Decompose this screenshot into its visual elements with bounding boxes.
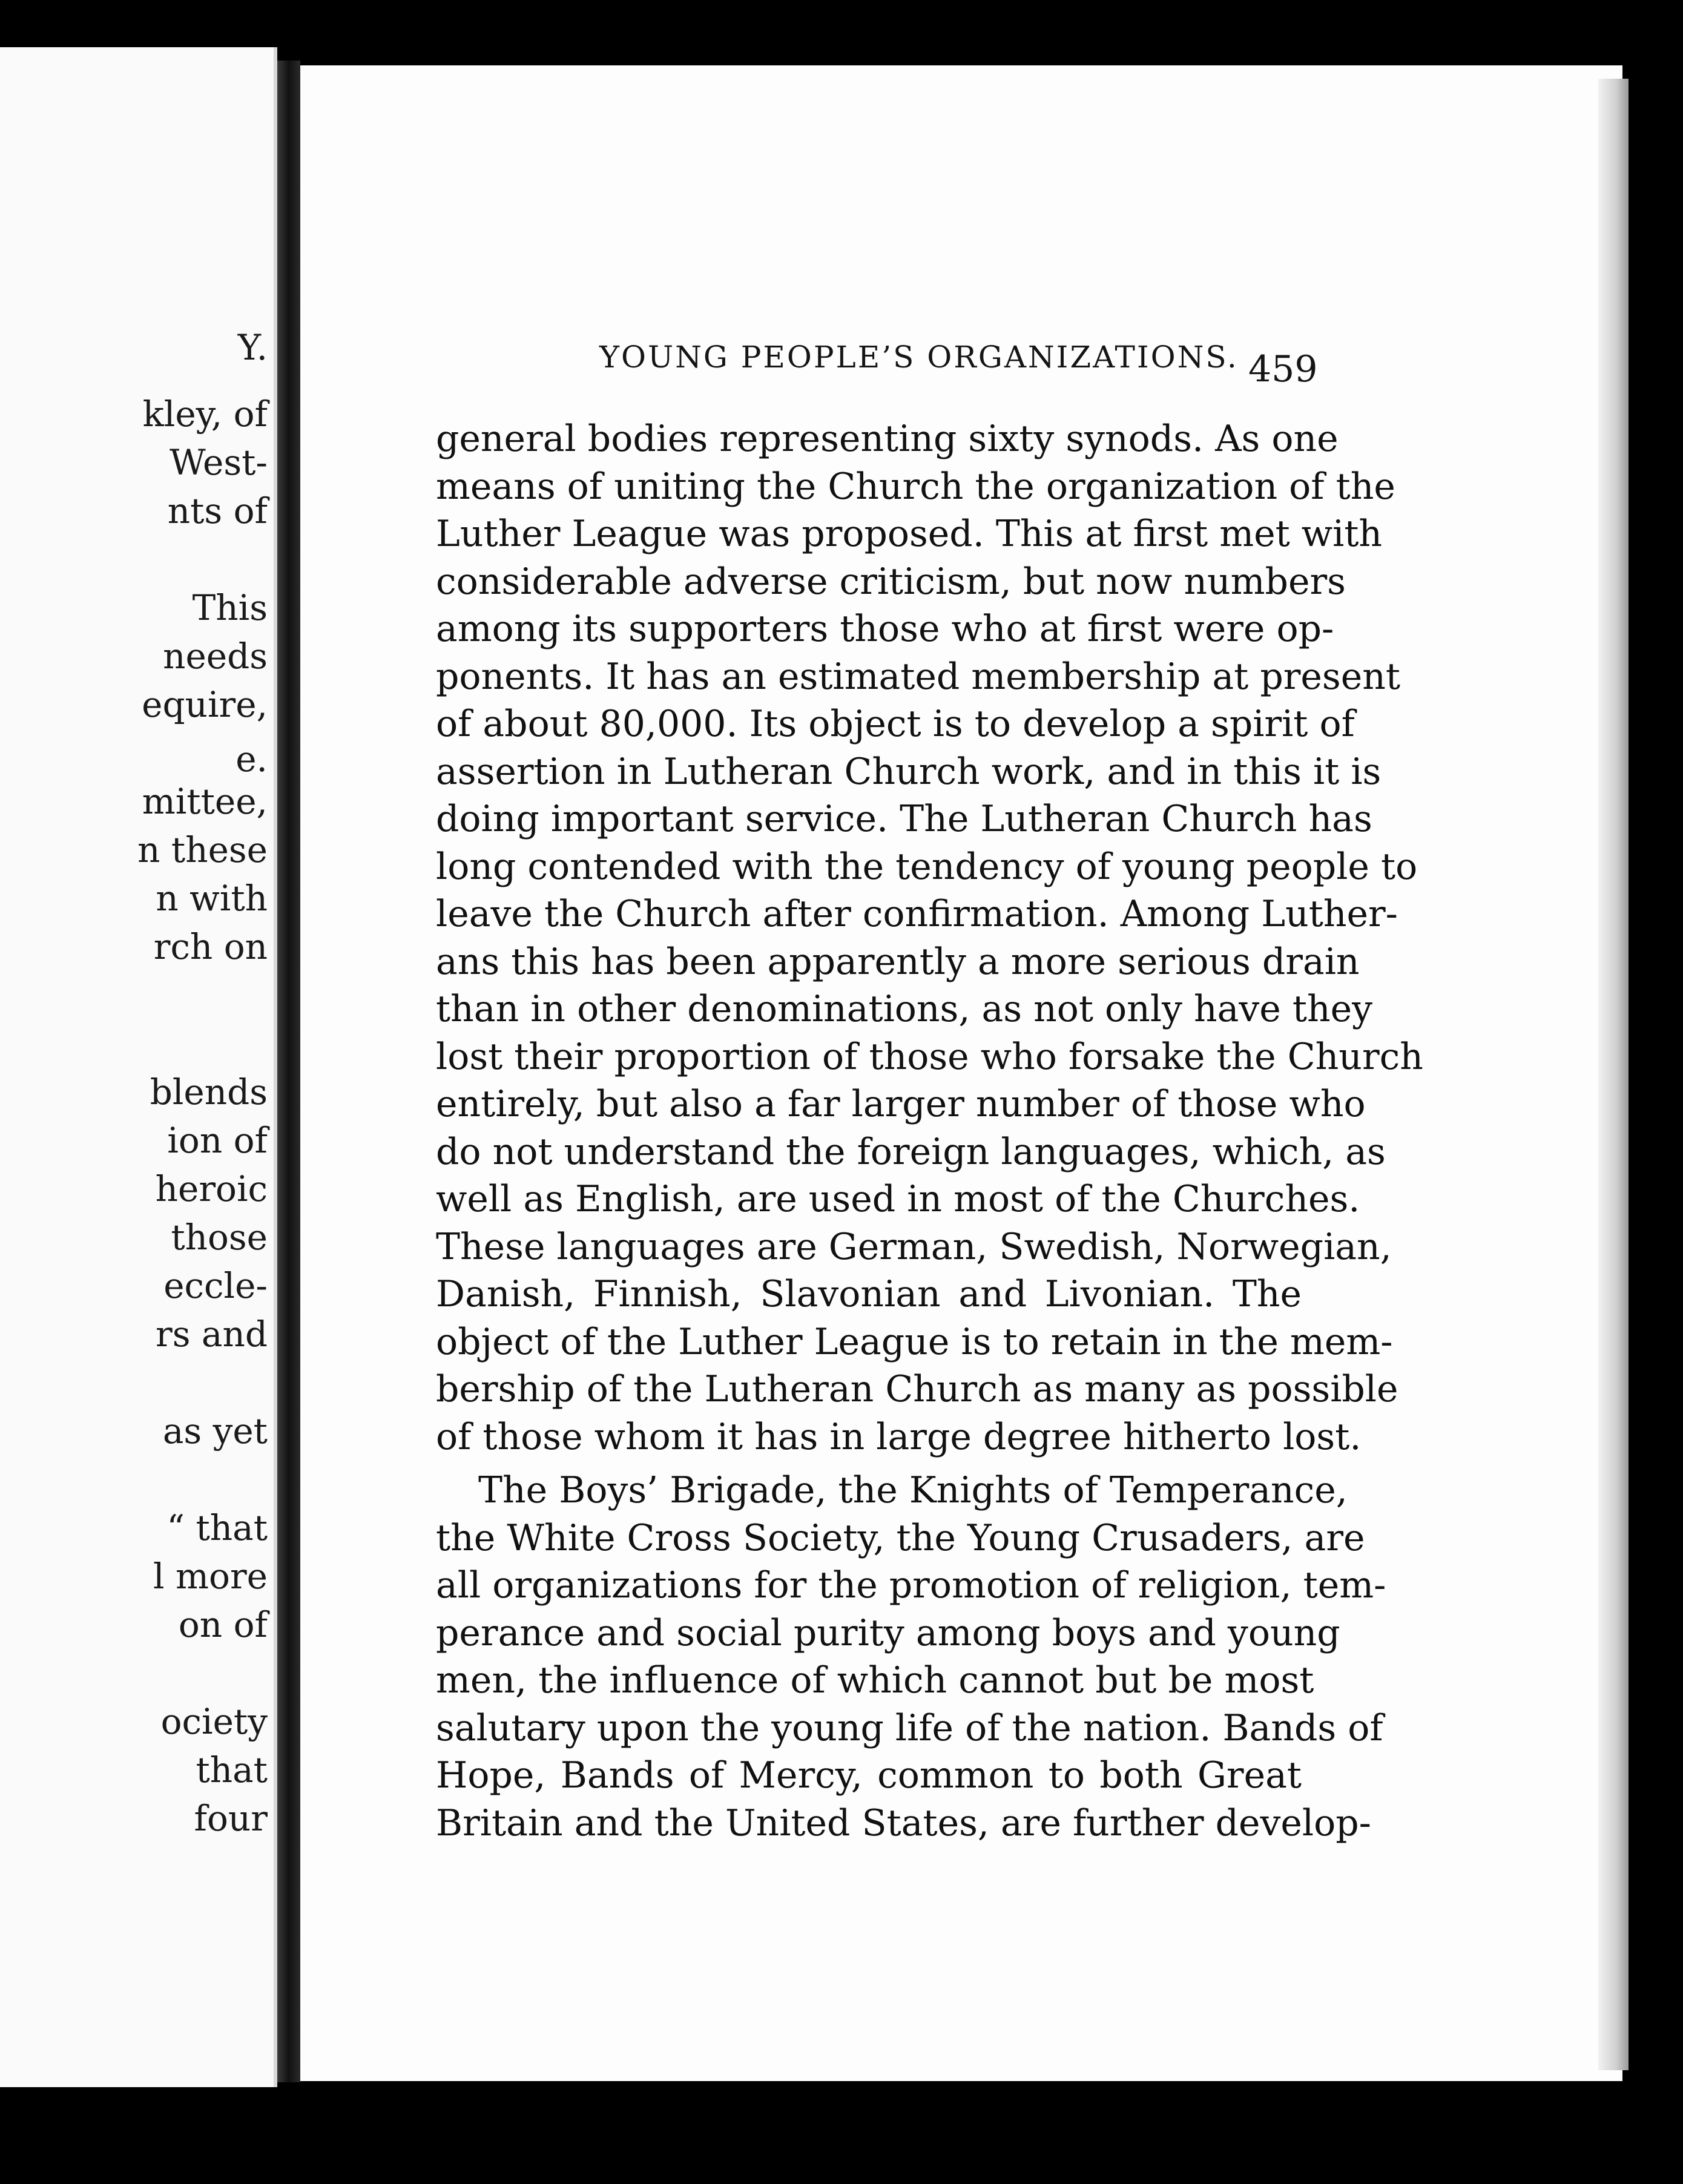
text-line: among its supporters those who at first were op- — [436, 608, 1334, 650]
facing-page-line: rch on — [153, 926, 268, 967]
page-edge — [1598, 79, 1629, 2070]
page-number: 459 — [1248, 348, 1318, 390]
text-line: well as English, are used in most of the Churches. — [436, 1178, 1360, 1220]
facing-page-line: nts of — [167, 490, 268, 531]
text-line: considerable adverse criticism, but now numbers — [436, 560, 1346, 603]
text-line: general bodies representing sixty synods. As one — [436, 418, 1339, 460]
text-line: means of uniting the Church the organization of the — [436, 465, 1395, 508]
text-line: lost their proportion of those who forsake the Church — [436, 1035, 1423, 1078]
facing-page-line: This — [192, 587, 268, 628]
facing-page-line: ion of — [167, 1120, 268, 1161]
facing-page-line: heroic — [155, 1168, 268, 1209]
facing-page-line: needs — [163, 636, 268, 677]
facing-page-line: those — [171, 1217, 268, 1258]
text-line: bership of the Lutheran Church as many as possible — [436, 1368, 1398, 1410]
text-line: the White Cross Society, the Young Crusaders, are — [436, 1516, 1365, 1559]
facing-page-line: e. — [235, 738, 268, 780]
facing-page-line: as yet — [162, 1410, 268, 1452]
text-line: object of the Luther League is to retain in the mem- — [436, 1320, 1393, 1363]
text-line: leave the Church after confirmation. Among Luther- — [436, 893, 1398, 935]
facing-page-line: mittee, — [142, 781, 268, 822]
text-line: ans this has been apparently a more serious drain — [436, 940, 1360, 983]
text-line: The Boys’ Brigade, the Knights of Temperance, — [478, 1469, 1348, 1511]
text-line: men, the influence of which cannot but be most — [436, 1659, 1314, 1702]
text-line: doing important service. The Lutheran Church has — [436, 798, 1372, 840]
facing-page-line: Y. — [237, 327, 268, 368]
facing-page-line: four — [194, 1798, 268, 1839]
facing-page-line: n with — [156, 878, 268, 919]
text-line: Hope, Bands of Mercy, common to both Great — [436, 1754, 1302, 1797]
text-line: These languages are German, Swedish, Norwegian, — [436, 1225, 1392, 1268]
text-line: of those whom it has in large degree hitherto lost. — [436, 1415, 1362, 1458]
text-line: ponents. It has an estimated membership at present — [436, 655, 1400, 698]
facing-page-line: on of — [178, 1604, 268, 1645]
facing-page-line: that — [196, 1749, 268, 1791]
book-gutter — [277, 61, 300, 2082]
facing-page-line: West- — [170, 442, 268, 483]
text-line: Luther League was proposed. This at first met with — [436, 513, 1383, 555]
facing-page-line: ociety — [160, 1701, 268, 1742]
facing-page-line: blends — [150, 1071, 268, 1113]
text-line: perance and social purity among boys and young — [436, 1611, 1340, 1654]
facing-page-line: n these — [137, 829, 268, 870]
text-line: do not understand the foreign languages, which, as — [436, 1130, 1386, 1173]
facing-page-line: rs and — [156, 1314, 268, 1355]
facing-page-line: l more — [153, 1556, 268, 1597]
running-title: YOUNG PEOPLE’S ORGANIZATIONS. — [599, 340, 1239, 375]
text-line: all organizations for the promotion of religion, tem- — [436, 1564, 1386, 1607]
text-line: Britain and the United States, are further develop- — [436, 1801, 1371, 1844]
facing-page-line: equire, — [142, 684, 268, 725]
facing-page-line: eccle- — [163, 1265, 268, 1306]
text-line: salutary upon the young life of the nation. Bands of — [436, 1706, 1383, 1749]
facing-page-line: “ that — [166, 1507, 268, 1548]
text-line: Danish, Finnish, Slavonian and Livonian. The — [436, 1273, 1302, 1315]
facing-page-line: kley, of — [142, 393, 268, 435]
text-line: assertion in Lutheran Church work, and in this it is — [436, 750, 1382, 793]
text-line: entirely, but also a far larger number of those who — [436, 1083, 1366, 1125]
text-line: than in other denominations, as not only have they — [436, 988, 1373, 1030]
text-line: of about 80,000. Its object is to develop a spirit of — [436, 703, 1355, 745]
text-line: long contended with the tendency of young people to — [436, 845, 1418, 888]
